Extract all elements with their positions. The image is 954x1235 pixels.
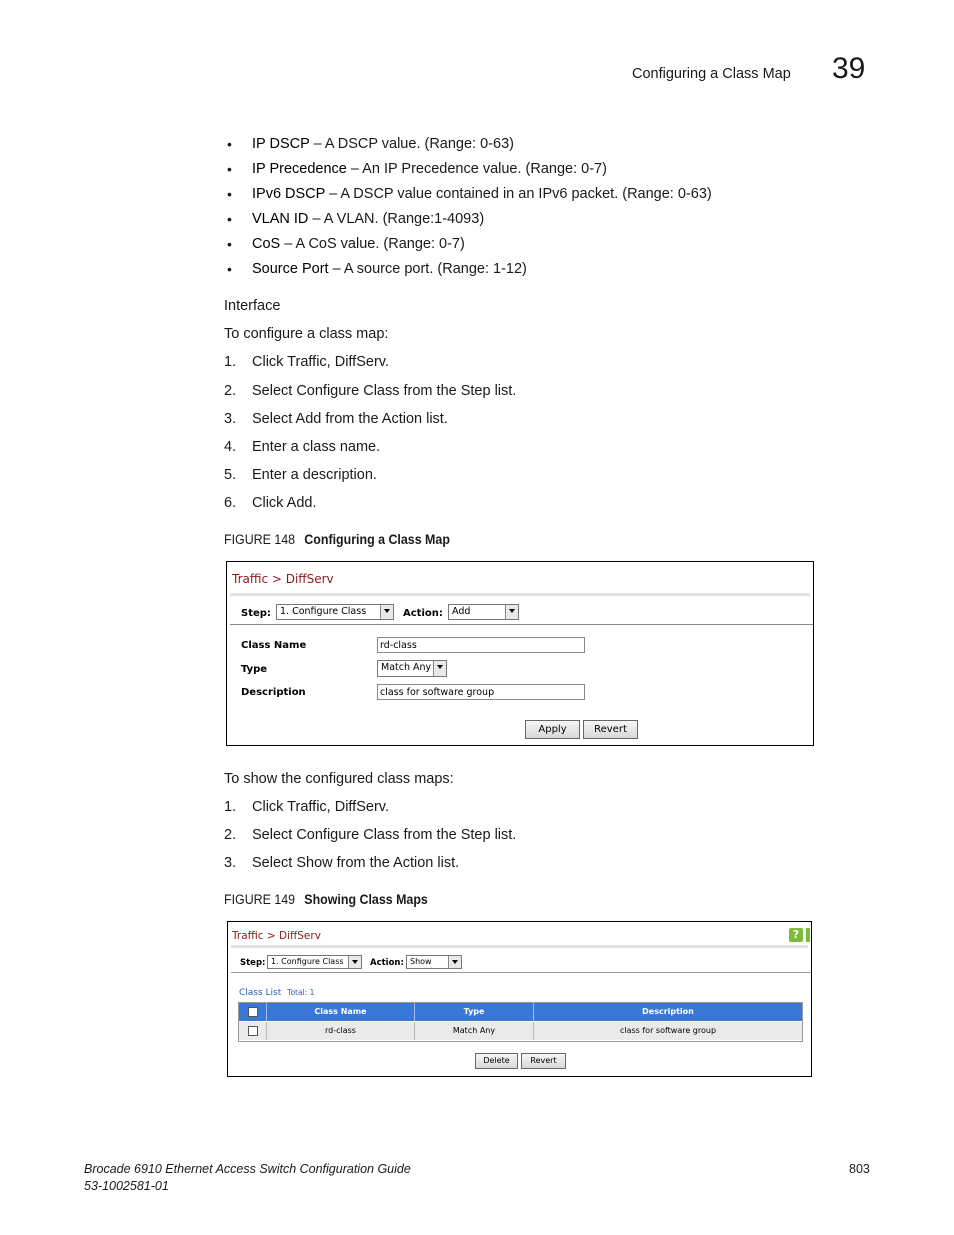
list-item: 1. Click Traffic, DiffServ. [224,354,389,370]
revert-button[interactable]: Revert [583,720,638,739]
step-label: Step: [240,958,266,968]
table-header-select [239,1003,267,1021]
class-list-table [238,1002,803,1042]
divider [231,945,808,948]
class-name-label: Class Name [241,640,307,651]
apply-button[interactable]: Apply [525,720,580,739]
list-item: 3. Select Show from the Action list. [224,855,460,871]
running-header-title: Configuring a Class Map [632,66,791,82]
list-item: • VLAN ID – A VLAN. (Range:1-4093) [227,211,485,227]
page-number: 803 [849,1162,870,1176]
cell-class-name: rd-class [267,1022,415,1040]
type-label: Type [241,664,268,675]
divider [231,972,811,973]
revert-button[interactable]: Revert [521,1053,566,1069]
cell-description: class for software group [534,1022,802,1040]
column-header[interactable]: Type [415,1003,534,1021]
configure-intro: To configure a class map: [224,326,389,342]
step-select[interactable]: 1. Configure Class [276,604,394,620]
class-list-title: Class List Total: 1 [239,988,315,998]
list-item: 5. Enter a description. [224,467,377,483]
list-item: • IP Precedence – An IP Precedence value. (Range: 0-7) [227,161,607,177]
list-item: • IP DSCP – A DSCP value. (Range: 0-63) [227,136,514,152]
class-name-input[interactable]: rd-class [377,637,585,653]
figure-showing-class-maps [227,921,812,1077]
divider [230,624,813,625]
list-item: 1. Click Traffic, DiffServ. [224,799,389,815]
divider [230,593,810,596]
action-select[interactable]: Show [406,955,462,969]
description-input[interactable]: class for software group [377,684,585,700]
list-item: • IPv6 DSCP – A DSCP value contained in an IPv6 packet. (Range: 0-63) [227,186,712,202]
step-select[interactable]: 1. Configure Class [267,955,362,969]
section-heading: Interface [224,298,281,314]
footer-guide-title: Brocade 6910 Ethernet Access Switch Configuration Guide [84,1162,411,1176]
delete-button[interactable]: Delete [475,1053,518,1069]
action-label: Action: [370,958,404,968]
description-label: Description [241,687,306,698]
chevron-down-icon [348,956,361,968]
figure-caption: FIGURE 149 Showing Class Maps [224,892,428,907]
list-item: 6. Click Add. [224,495,317,511]
list-item: 4. Enter a class name. [224,439,381,455]
select-all-checkbox[interactable] [248,1007,258,1017]
action-select[interactable]: Add [448,604,519,620]
help-icon[interactable]: ? [789,928,803,942]
chevron-down-icon [448,956,461,968]
show-intro: To show the configured class maps: [224,771,454,787]
chevron-down-icon [505,605,518,619]
figure-configure-class-map [226,561,814,746]
list-item: • Source Port – A source port. (Range: 1-12) [227,261,527,277]
refresh-icon[interactable] [806,928,810,942]
row-select-cell [239,1022,267,1040]
type-select[interactable]: Match Any [377,660,447,677]
figure-caption: FIGURE 148 Configuring a Class Map [224,532,450,547]
cell-type: Match Any [415,1022,534,1040]
list-item: 3. Select Add from the Action list. [224,411,448,427]
list-item: • CoS – A CoS value. (Range: 0-7) [227,236,465,252]
list-item: 2. Select Configure Class from the Step list. [224,827,517,843]
chevron-down-icon [433,661,446,676]
breadcrumb: Traffic > DiffServ [232,572,334,586]
footer-doc-number: 53-1002581-01 [84,1179,169,1193]
chevron-down-icon [380,605,393,619]
list-item: 2. Select Configure Class from the Step list. [224,383,517,399]
action-label: Action: [403,608,443,619]
breadcrumb: Traffic > DiffServ [232,930,321,942]
step-label: Step: [241,608,271,619]
chapter-number: 39 [832,52,866,85]
column-header[interactable]: Description [534,1003,802,1021]
total-count: Total: 1 [287,988,315,997]
column-header[interactable]: Class Name [267,1003,415,1021]
row-checkbox[interactable] [248,1026,258,1036]
